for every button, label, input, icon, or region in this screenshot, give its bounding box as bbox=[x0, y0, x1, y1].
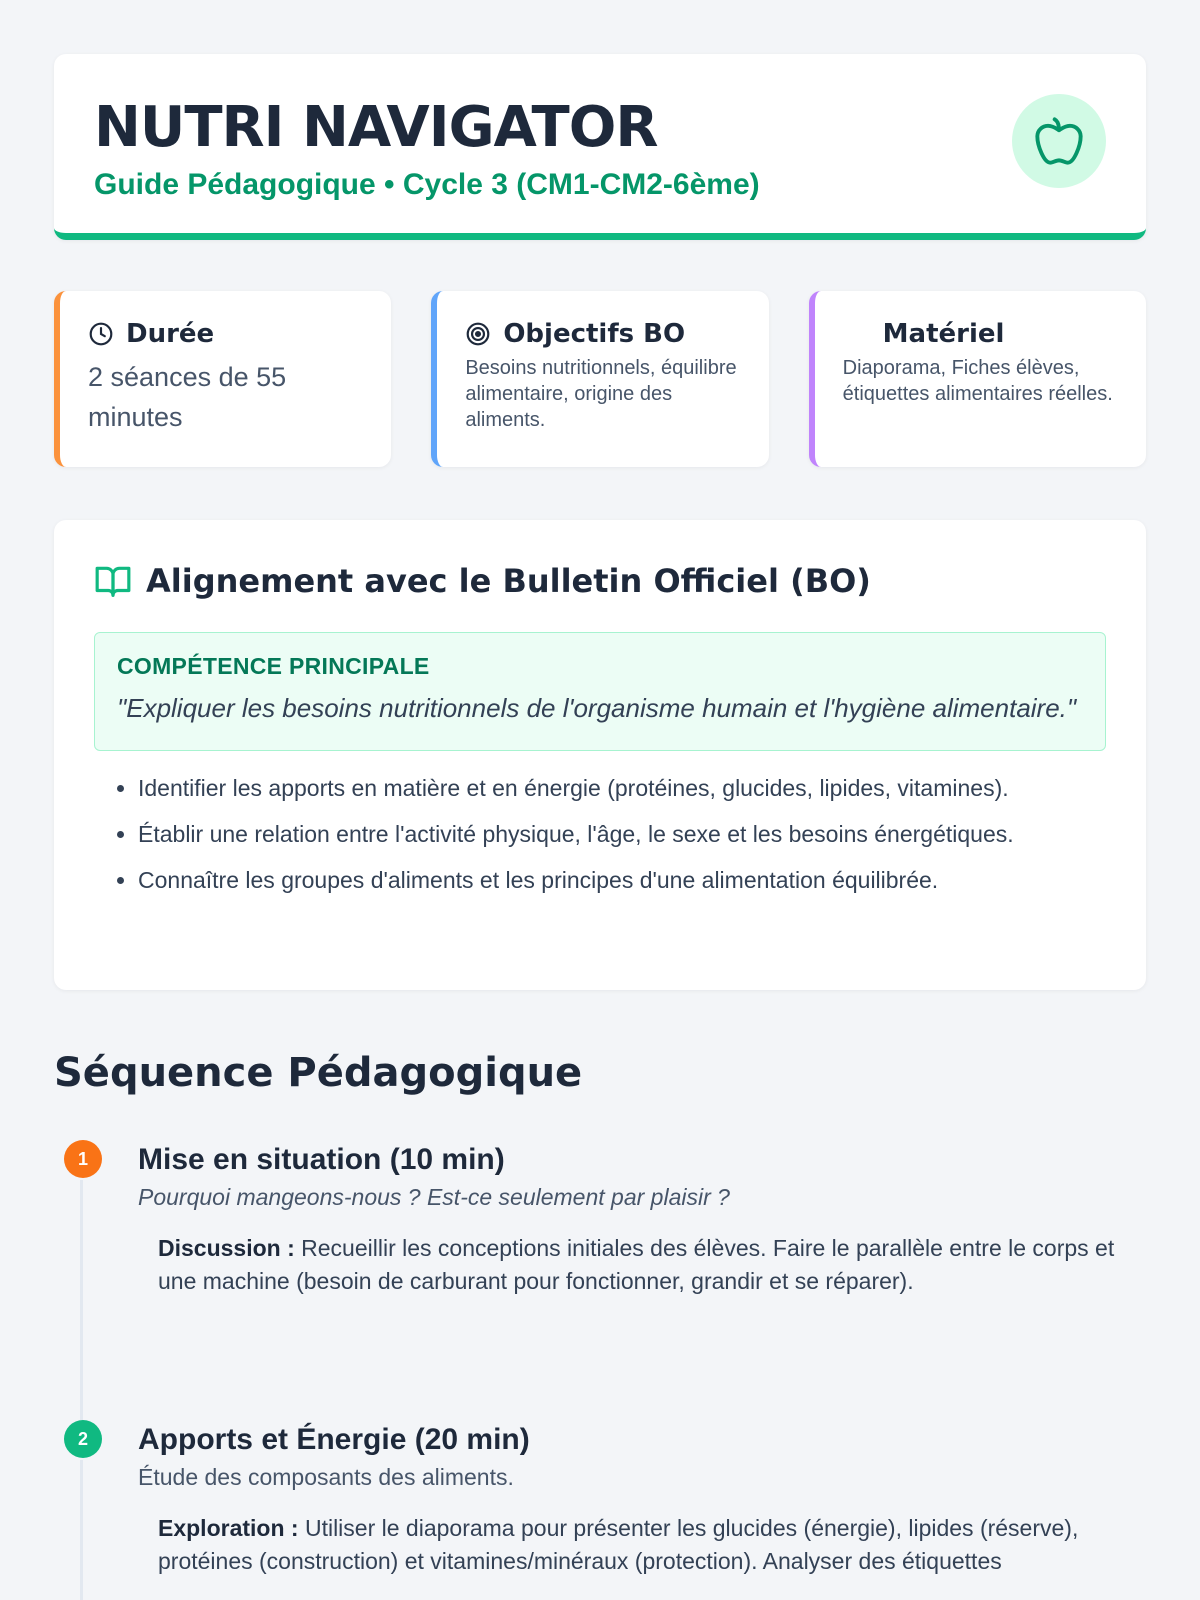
step-body-label: Discussion : bbox=[158, 1235, 295, 1261]
step-number-badge: 2 bbox=[64, 1420, 102, 1458]
clock-icon bbox=[88, 321, 114, 347]
step-body bbox=[138, 1512, 1146, 1578]
info-card-text: Besoins nutritionnels, équilibre alimentaire, origine des aliments. bbox=[465, 357, 737, 431]
app-title: NUTRI NAVIGATOR bbox=[94, 95, 658, 160]
step-title: Apports et Énergie (20 min) bbox=[138, 1423, 530, 1456]
step-title: Mise en situation (10 min) bbox=[138, 1143, 505, 1176]
competence-quote: "Expliquer les besoins nutritionnels de l'organisme humain et l'hygiène alimentaire." bbox=[117, 693, 1077, 723]
app-subtitle: Guide Pédagogique • Cycle 3 (CM1-CM2-6ème) bbox=[94, 168, 760, 201]
list-item: • Connaître les groupes d'aliments et les principes d'une alimentation équilibrée. bbox=[138, 865, 1106, 895]
step-subtitle: Étude des composants des aliments. bbox=[138, 1464, 514, 1490]
info-card-title: Objectifs BO bbox=[503, 319, 686, 349]
list-item: • Établir une relation entre l'activité physique, l'âge, le sexe et les besoins énergétiques. bbox=[138, 819, 1106, 849]
timeline-line bbox=[80, 1180, 83, 1420]
info-card-title: Matériel bbox=[882, 319, 1005, 349]
sequence-title: Séquence Pédagogique bbox=[54, 1050, 583, 1096]
step-body-label: Exploration : bbox=[158, 1515, 299, 1541]
step-1 bbox=[54, 1140, 1146, 1420]
info-card-duree bbox=[54, 291, 391, 467]
info-card-text: Diaporama, Fiches élèves, étiquettes alimentaires réelles. bbox=[842, 357, 1113, 405]
step-body-text: Utiliser le diaporama pour présenter les glucides (énergie), lipides (réserve), protéines (construction) et vitamines/minéraux (protection). Analyser des étiquettes bbox=[158, 1515, 1079, 1574]
competence-label: COMPÉTENCE PRINCIPALE bbox=[117, 653, 430, 679]
step-body bbox=[138, 1232, 1146, 1298]
step-subtitle: Pourquoi mangeons-nous ? Est-ce seulement par plaisir ? bbox=[138, 1184, 730, 1210]
header-card bbox=[54, 54, 1146, 240]
info-card-materiel bbox=[809, 291, 1146, 467]
apple-icon bbox=[1033, 115, 1085, 167]
timeline-line bbox=[80, 1460, 83, 1600]
list-item: • Identifier les apports en matière et en énergie (protéines, glucides, lipides, vitamines). bbox=[138, 773, 1106, 803]
info-card-title: Durée bbox=[126, 319, 215, 349]
step-body-text: Recueillir les conceptions initiales des élèves. Faire le parallèle entre le corps et une machine (besoin de carburant pour fonctionner, grandir et se réparer). bbox=[158, 1235, 1115, 1294]
step-number-badge: 1 bbox=[64, 1140, 102, 1178]
bo-alignment-card bbox=[54, 520, 1146, 990]
timeline bbox=[54, 1140, 1146, 1600]
target-icon bbox=[465, 321, 491, 347]
bo-title: Alignement avec le Bulletin Officiel (BO) bbox=[146, 562, 871, 600]
info-card-text: 2 séances de 55 minutes bbox=[88, 362, 287, 432]
bo-list bbox=[94, 773, 1106, 895]
competence-box bbox=[94, 632, 1106, 751]
missing-icon bbox=[843, 320, 871, 348]
info-card-objectifs bbox=[431, 291, 768, 467]
info-cards-row bbox=[54, 291, 1146, 467]
logo-badge bbox=[1012, 94, 1106, 188]
step-2 bbox=[54, 1420, 1146, 1600]
book-icon bbox=[94, 562, 132, 600]
